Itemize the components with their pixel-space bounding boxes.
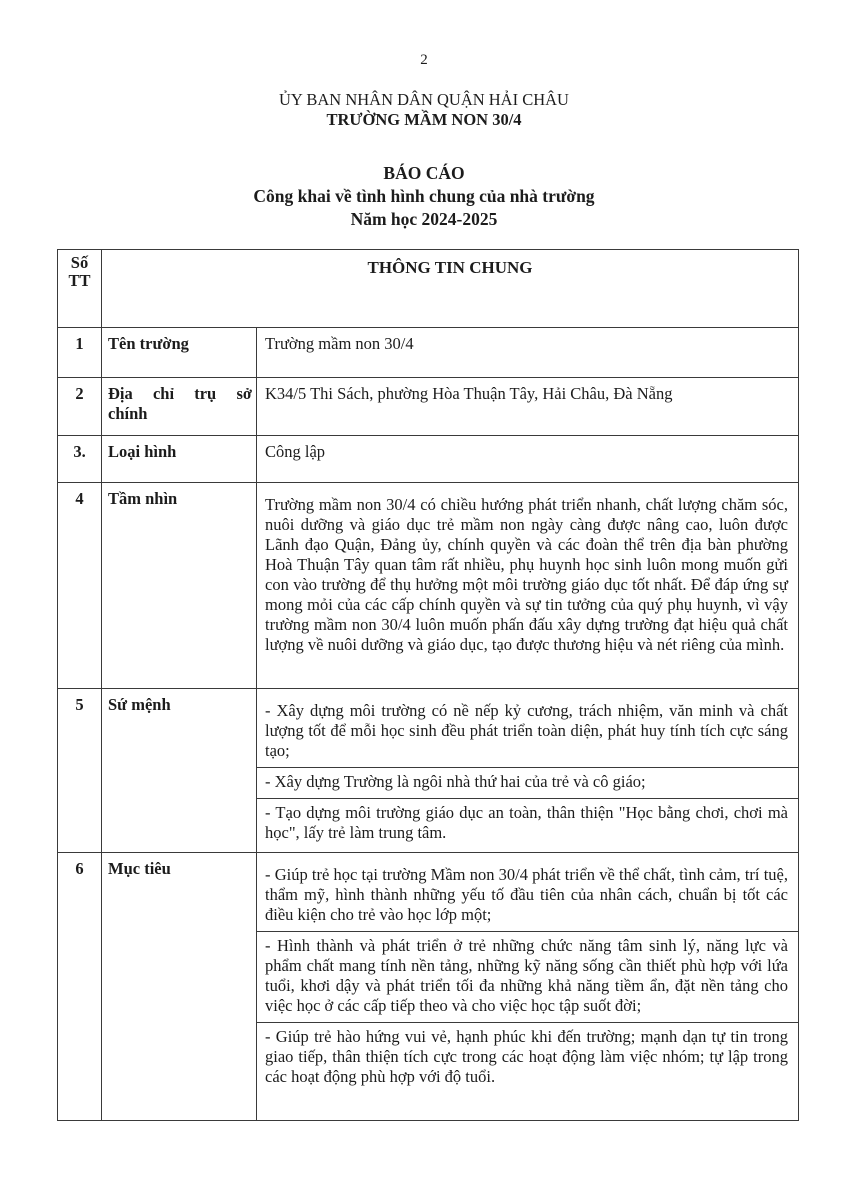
row-label: Tầm nhìn xyxy=(102,483,257,689)
table-row xyxy=(58,853,799,1121)
list-item: - Giúp trẻ hào hứng vui vẻ, hạnh phúc khi đến trường; mạnh dạn tự tin trong giao tiếp, thân thiện tích cực trong các hoạt động làm việc nhóm; tự lập trong các hoạt động phù hợp với độ tuổi. xyxy=(257,1022,798,1093)
general-info-table xyxy=(57,249,799,1121)
row-label-line1: Địa chỉ trụ sở xyxy=(108,384,252,403)
report-title: BÁO CÁO xyxy=(383,163,465,183)
row-label: Mục tiêu xyxy=(102,853,257,1121)
list-item: - Tạo dựng môi trường giáo dục an toàn, thân thiện "Học bằng chơi, chơi mà học", lấy trẻ làm trung tâm. xyxy=(257,798,798,849)
row-value: Trường mầm non 30/4 có chiều hướng phát triển nhanh, chất lượng chăm sóc, nuôi dưỡng và giáo dục trẻ mầm non ngày càng được nâng cao, luôn được Lãnh đạo Quận, Đảng ủy, chính quyền và các đoàn thể trên địa bàn phường Hoà Thuận Tây quan tâm rất nhiều, phụ huynh học sinh luôn mong muốn gửi con vào trường để thụ hưởng một môi trường giáo dục tốt nhất. Để đáp ứng sự mong mỏi của các cấp chính quyền và sự tin tưởng của quý phụ huynh, vì vậy trường mầm non 30/4 luôn muốn phấn đấu xây dựng trường đạt hiệu quả chất lượng về nuôi dưỡng và giáo dục, tạo được thương hiệu và nét riêng của mình. xyxy=(257,483,799,689)
row-number: 2 xyxy=(58,378,102,436)
table-header-row xyxy=(58,250,799,328)
report-heading xyxy=(0,162,848,231)
table-row xyxy=(58,436,799,483)
row-label: Loại hình xyxy=(102,436,257,483)
row-number: 1 xyxy=(58,328,102,378)
row-value xyxy=(257,853,799,1121)
list-item: - Xây dựng môi trường có nề nếp kỷ cương, trách nhiệm, văn minh và chất lượng tốt để mỗi học sinh đều phát triển toàn diện, phát huy tính tích cực sáng tạo; xyxy=(265,701,788,760)
list-item: - Giúp trẻ học tại trường Mầm non 30/4 phát triển về thể chất, tình cảm, trí tuệ, thẩm mỹ, hình thành những yếu tố đầu tiên của nhân cách, chuẩn bị tốt các điều kiện cho trẻ vào học lớp một; xyxy=(265,865,788,924)
row-label-line2: chính xyxy=(108,404,148,423)
page-number: 2 xyxy=(420,52,428,68)
report-year: Năm học 2024-2025 xyxy=(350,209,498,229)
row-number: 3. xyxy=(58,436,102,483)
table-row xyxy=(58,689,799,853)
row-number: 4 xyxy=(58,483,102,689)
table-row xyxy=(58,378,799,436)
row-value: Trường mầm non 30/4 xyxy=(257,328,799,378)
row-label: Tên trường xyxy=(102,328,257,378)
table-row xyxy=(58,483,799,689)
authority-name: ỦY BAN NHÂN DÂN QUẬN HẢI CHÂU xyxy=(279,90,569,109)
table-row xyxy=(58,328,799,378)
row-number: 5 xyxy=(58,689,102,853)
row-number: 6 xyxy=(58,853,102,1121)
document-header xyxy=(0,90,848,130)
col-no-header: Số TT xyxy=(58,250,102,328)
row-value: Công lập xyxy=(257,436,799,483)
row-value: K34/5 Thi Sách, phường Hòa Thuận Tây, Hải Châu, Đà Nẵng xyxy=(257,378,799,436)
row-value xyxy=(257,689,799,853)
list-item: - Hình thành và phát triển ở trẻ những chức năng tâm sinh lý, năng lực và phẩm chất mang tính nền tảng, những kỹ năng sống cần thiết phù hợp với lứa tuổi, khơi dậy và phát triển tối đa những khả năng tiềm ẩn, đặt nền tảng cho việc học ở các cấp tiếp theo và cho việc học tập suốt đời; xyxy=(257,931,798,1022)
row-label: Sứ mệnh xyxy=(102,689,257,853)
school-name: TRƯỜNG MẦM NON 30/4 xyxy=(326,110,522,129)
section-title: THÔNG TIN CHUNG xyxy=(102,250,799,328)
list-item: - Xây dựng Trường là ngôi nhà thứ hai của trẻ và cô giáo; xyxy=(257,767,798,798)
row-label xyxy=(102,378,257,436)
report-subtitle: Công khai về tình hình chung của nhà trường xyxy=(253,186,595,206)
